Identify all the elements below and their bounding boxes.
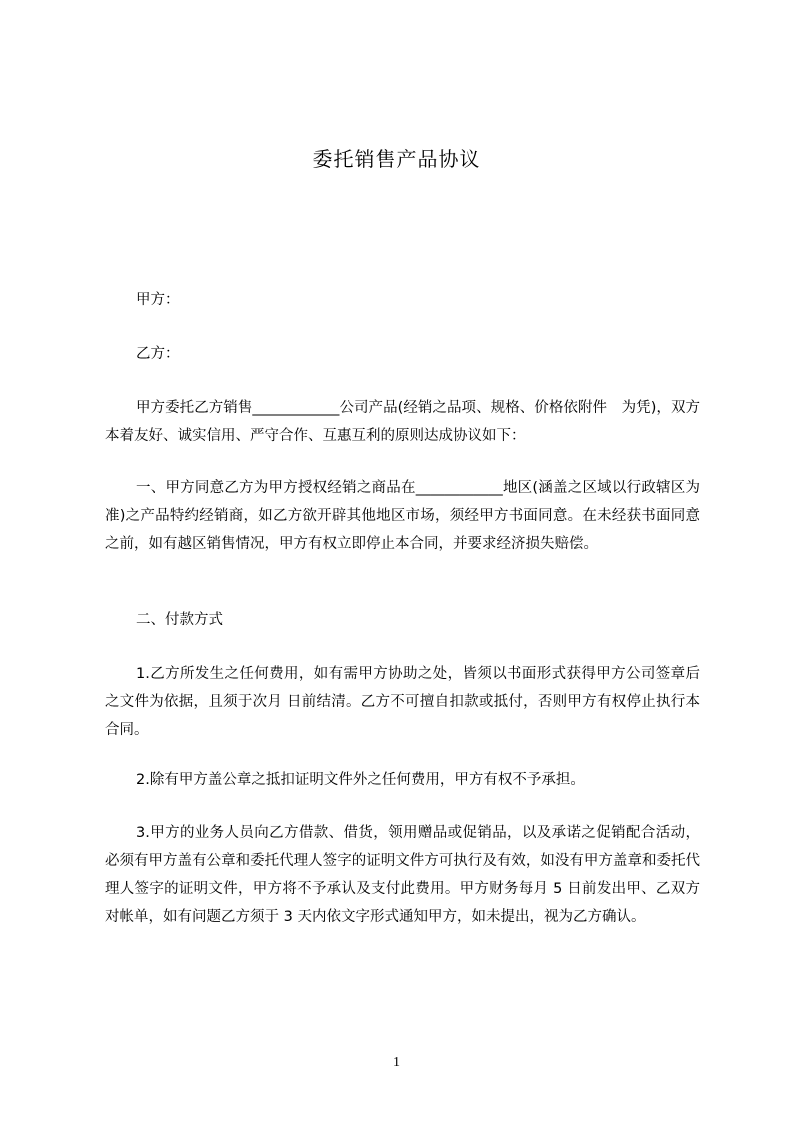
payment-item-3: 3.甲方的业务人员向乙方借款、借货，领用赠品或促销品，以及承诺之促销配合活动，必须有甲方盖有公章和委托代理人签字的证明文件方可执行及有效，如没有甲方盖章和委托代理人签字的证明文件，甲方将不予承认及支付此费用。甲方财务每月 5 日前发出甲、乙双方对帐单，如有问题乙方须于 3 天内依文字形式通知甲方，如未提出，视为乙方确认。	[105, 825, 700, 925]
party-b-label: 乙方：	[136, 346, 180, 362]
document-title: 委托销售产品协议	[312, 147, 481, 171]
section-2-heading: 二、付款方式	[136, 612, 223, 628]
payment-item-1: 1.乙方所发生之任何费用，如有需甲方协助之处，皆须以书面形式获得甲方公司签章后之文件为依据，且须于次月 日前结清。乙方不可擅自扣款或抵付，否则甲方有权停止执行本合同。	[105, 666, 700, 738]
payment-item-2: 2.除有甲方盖公章之抵扣证明文件外之任何费用，甲方有权不予承担。	[136, 772, 585, 788]
intro-paragraph: 甲方委托乙方销售____________公司产品(经销之品项、规格、价格依附件 为凭)，双方本着友好、诚实信用、严守合作、互惠互利的原则达成协议如下：	[105, 400, 700, 444]
clause-1-paragraph: 一、甲方同意乙方为甲方授权经销之商品在____________地区(涵盖之区域以行政辖区为准)之产品特约经销商，如乙方欲开辟其他地区市场，须经甲方书面同意。在未经获书面同意之前，如有越区销售情况，甲方有权立即停止本合同，并要求经济损失赔偿。	[105, 480, 700, 552]
party-a-label: 甲方：	[136, 292, 180, 308]
page-number: 1	[393, 1055, 400, 1070]
